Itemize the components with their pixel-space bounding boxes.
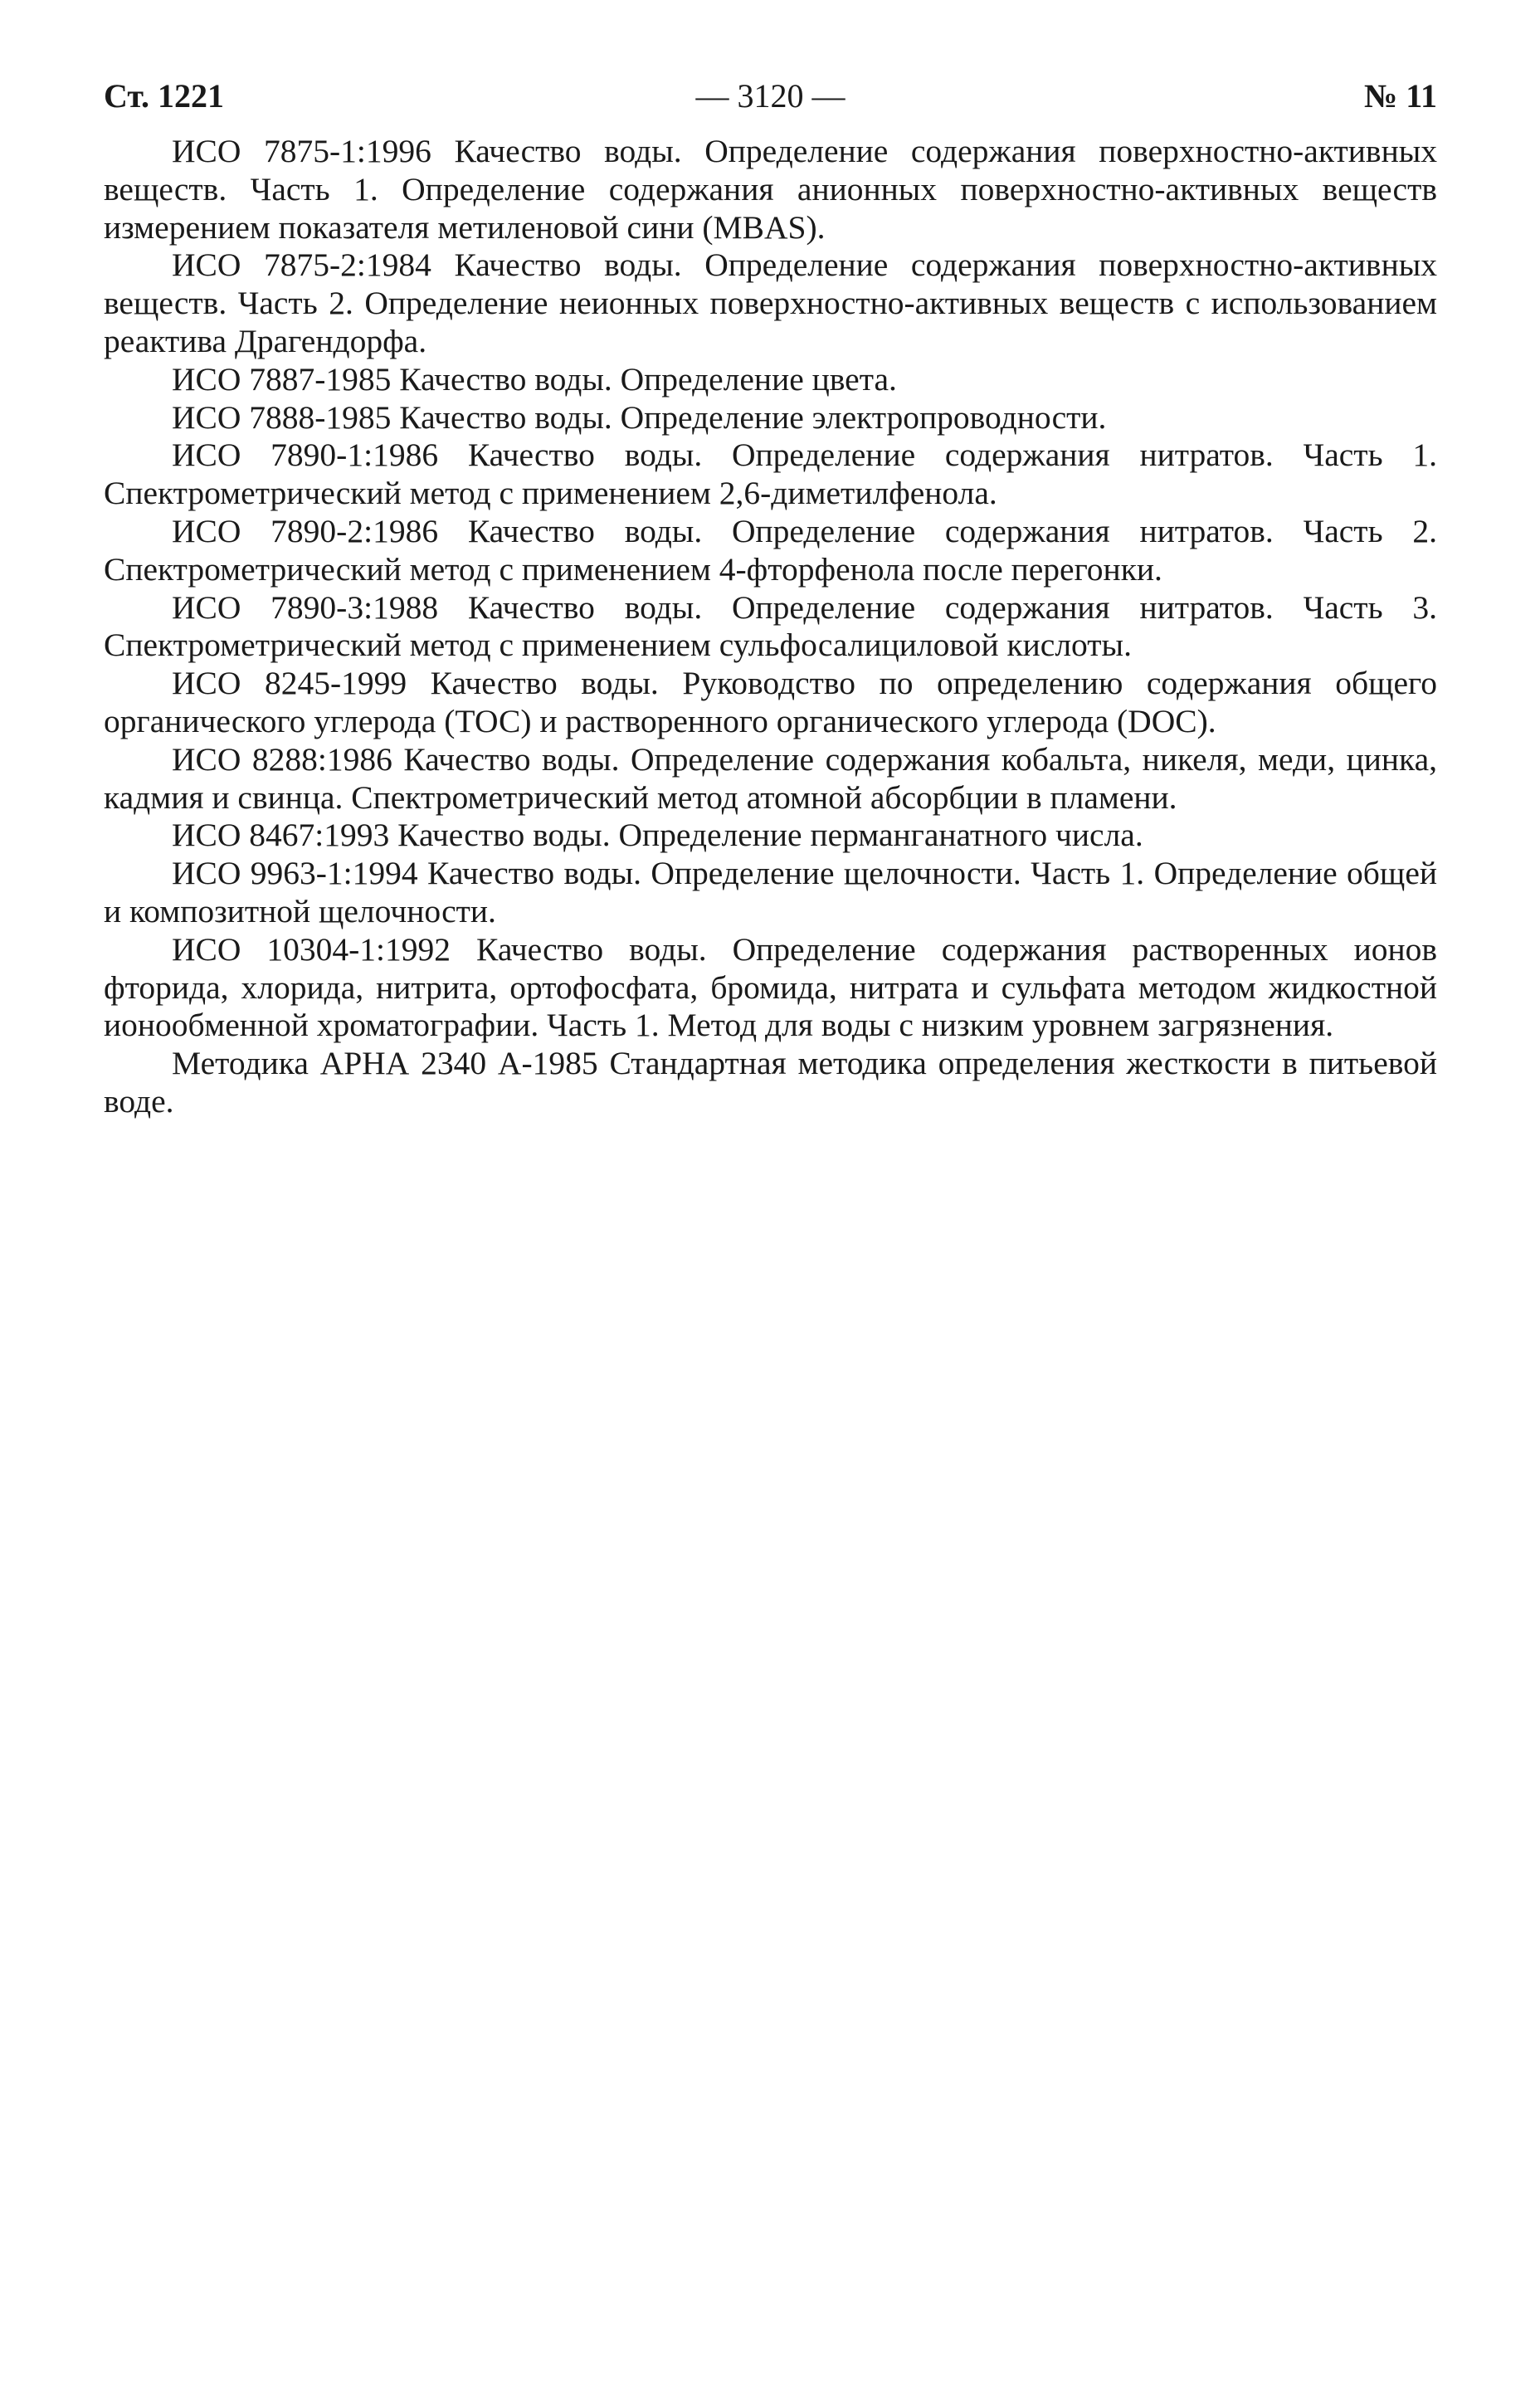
standard-entry: ИСО 9963-1:1994 Качество воды. Определение щелочности. Часть 1. Определение общей и композитной щелочности. bbox=[104, 855, 1437, 929]
standard-entry: ИСО 7890-2:1986 Качество воды. Определение содержания нитратов. Часть 2. Спектрометрический метод с применением 4-фторфенола после перегонки. bbox=[104, 512, 1437, 588]
article-number: Ст. 1221 bbox=[104, 77, 224, 115]
standard-entry: ИСО 7875-2:1984 Качество воды. Определение содержания поверхностно-активных веществ. Часть 2. Определение неионных поверхностно-активных веществ с использованием реактива Драгендорфа. bbox=[104, 246, 1437, 359]
standard-entry: ИСО 7887-1985 Качество воды. Определение цвета. bbox=[172, 360, 897, 398]
standard-entry: ИСО 8245-1999 Качество воды. Руководство по определению содержания общего органического углерода (ТОС) и растворенного органического углерода (DOC). bbox=[104, 665, 1437, 739]
standard-entry: ИСО 7875-1:1996 Качество воды. Определение содержания поверхностно-активных веществ. Часть 1. Определение содержания анионных поверхностно-активных веществ измерением показателя метиленовой сини (MBAS). bbox=[104, 133, 1437, 246]
standard-entry: ИСО 7890-3:1988 Качество воды. Определение содержания нитратов. Часть 3. Спектрометрический метод с применением сульфосалициловой кислоты. bbox=[104, 588, 1437, 664]
standard-entry: ИСО 8467:1993 Качество воды. Определение перманганатного числа. bbox=[172, 817, 1143, 854]
standard-entry: Методика АРНА 2340 А-1985 Стандартная методика определения жесткости в питьевой воде. bbox=[104, 1045, 1437, 1120]
standard-entry: ИСО 10304-1:1992 Качество воды. Определение содержания растворенных ионов фторида, хлорида, нитрита, ортофосфата, бромида, нитрата и сульфата методом жидкостной ионообменной хроматографии. Часть 1. Метод для воды с низким уровнем загрязнения. bbox=[104, 930, 1437, 1044]
standard-entry: ИСО 7890-1:1986 Качество воды. Определение содержания нитратов. Часть 1. Спектрометрический метод с применением 2,6-диметилфенола. bbox=[104, 437, 1437, 512]
standard-entry: ИСО 8288:1986 Качество воды. Определение содержания кобальта, никеля, меди, цинка, кадмия и свинца. Спектрометрический метод атомной абсорбции в пламени. bbox=[104, 740, 1437, 816]
page-number: — 3120 — bbox=[695, 77, 846, 115]
standard-entry: ИСО 7888-1985 Качество воды. Определение электропроводности. bbox=[172, 398, 1107, 436]
issue-number: № 11 bbox=[1364, 77, 1437, 115]
standards-list bbox=[104, 133, 1437, 1121]
page-header bbox=[104, 71, 1437, 121]
